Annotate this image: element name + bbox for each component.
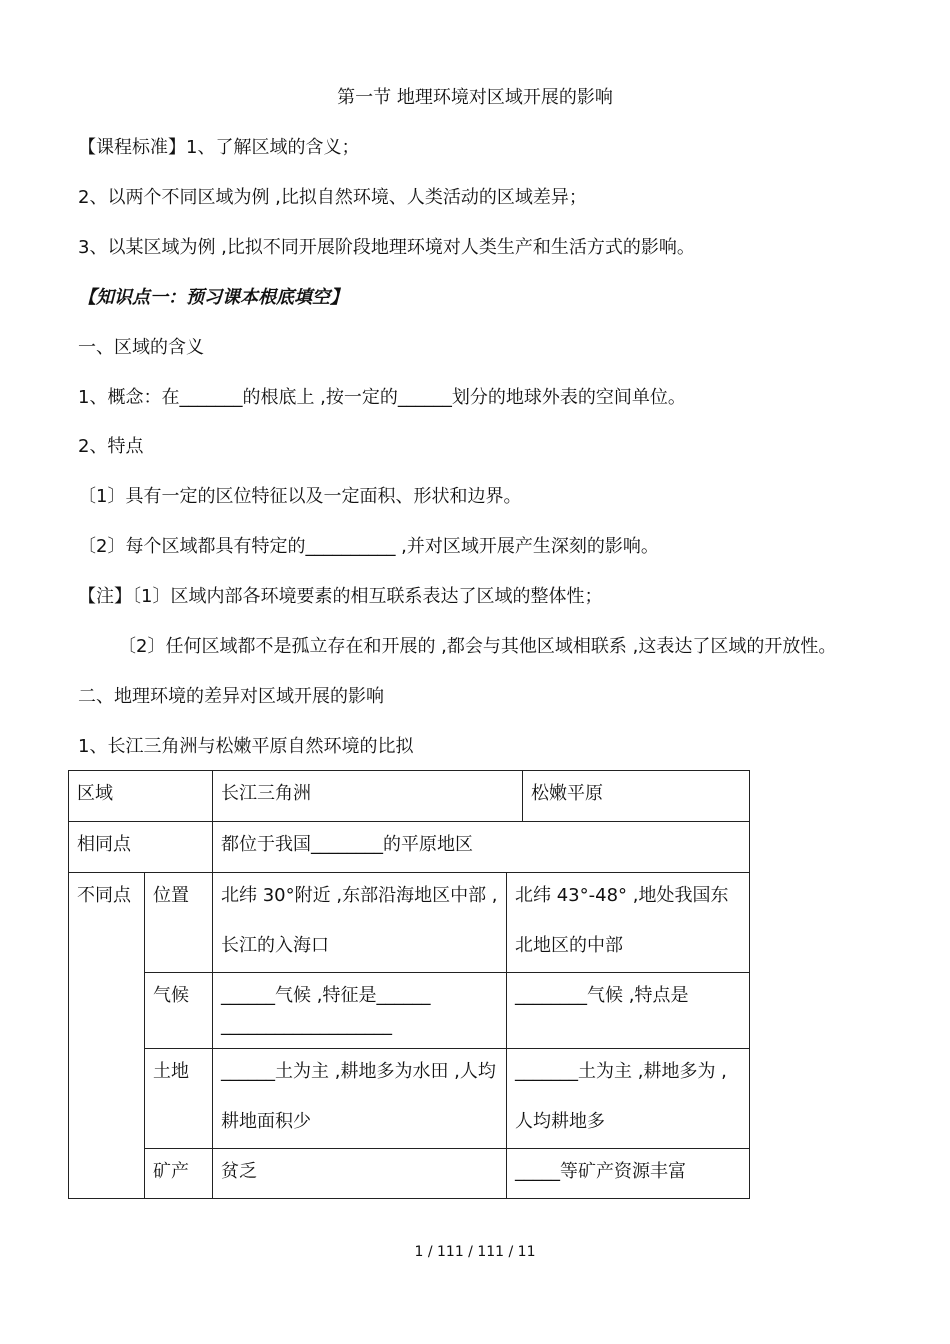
land-yangtze-cell: ______土为主 ,耕地多为水田 ,人均耕地面积少: [213, 1049, 507, 1149]
standard-3: 3、以某区域为例 ,比拟不同开展阶段地理环境对人类生产和生活方式的影响。: [78, 237, 695, 258]
same-value-cell: 都位于我国________的平原地区: [213, 822, 750, 873]
concept-line: 1、概念：在_______的根底上 ,按一定的______划分的地球外表的空间单位。: [78, 387, 686, 408]
page-title: 第一节 地理环境对区域开展的影响: [337, 87, 613, 108]
row-label-location: 位置: [145, 873, 213, 973]
standard-2: 2、以两个不同区域为例 ,比拟自然环境、人类活动的区域差异；: [78, 187, 587, 208]
location-yangtze-cell: 北纬 30°附近 ,东部沿海地区中部 ,长江的入海口: [213, 873, 507, 973]
table-row-climate: [69, 973, 750, 1049]
section2-subheading: 1、长江三角洲与松嫩平原自然环境的比拟: [78, 736, 414, 757]
table-row-mineral: [69, 1149, 750, 1199]
same-label-cell: 相同点: [69, 822, 213, 873]
feature-2: 〔2〕每个区域都具有特定的__________ ,并对区域开展产生深刻的影响。: [78, 536, 659, 557]
table-row-location: [69, 873, 750, 973]
table-header-row: [69, 771, 750, 822]
standard-1: 【课程标准】1、了解区域的含义；: [78, 137, 360, 158]
location-songnen-cell: 北纬 43°-48° ,地处我国东北地区的中部: [507, 873, 750, 973]
row-label-land: 土地: [145, 1049, 213, 1149]
diff-label-cell: 不同点: [69, 873, 145, 1199]
section1-heading: 一、区域的含义: [78, 337, 204, 358]
climate-songnen-cell: ________气候 ,特点是: [507, 973, 750, 1049]
header-yangtze-cell: 长江三角洲: [213, 771, 523, 822]
comparison-table: [68, 770, 750, 1199]
header-songnen-cell: 松嫩平原: [523, 771, 750, 822]
table-row-same: [69, 822, 750, 873]
note-2: 〔2〕任何区域都不是孤立存在和开展的 ,都会与其他区域相联系 ,这表达了区域的开放性。: [118, 636, 837, 657]
knowledge-heading: 【知识点一：预习课本根底填空】: [78, 287, 348, 308]
row-label-mineral: 矿产: [145, 1149, 213, 1199]
page-footer: 1 / 111 / 111 / 11: [414, 1244, 536, 1260]
note-1: 【注】〔1〕区域内部各环境要素的相互联系表达了区域的整体性；: [78, 586, 603, 607]
section2-heading: 二、地理环境的差异对区域开展的影响: [78, 686, 384, 707]
row-label-climate: 气候: [145, 973, 213, 1049]
mineral-songnen-cell: _____等矿产资源丰富: [507, 1149, 750, 1199]
climate-yangtze-cell: ______气候 ,特征是______ ___________________: [213, 973, 507, 1049]
mineral-yangtze-cell: 贫乏: [213, 1149, 507, 1199]
header-region-cell: 区域: [69, 771, 213, 822]
feature-1: 〔1〕具有一定的区位特征以及一定面积、形状和边界。: [78, 486, 522, 507]
table-row-land: [69, 1049, 750, 1149]
features-heading: 2、特点: [78, 436, 144, 457]
land-songnen-cell: _______土为主 ,耕地多为 ,人均耕地多: [507, 1049, 750, 1149]
